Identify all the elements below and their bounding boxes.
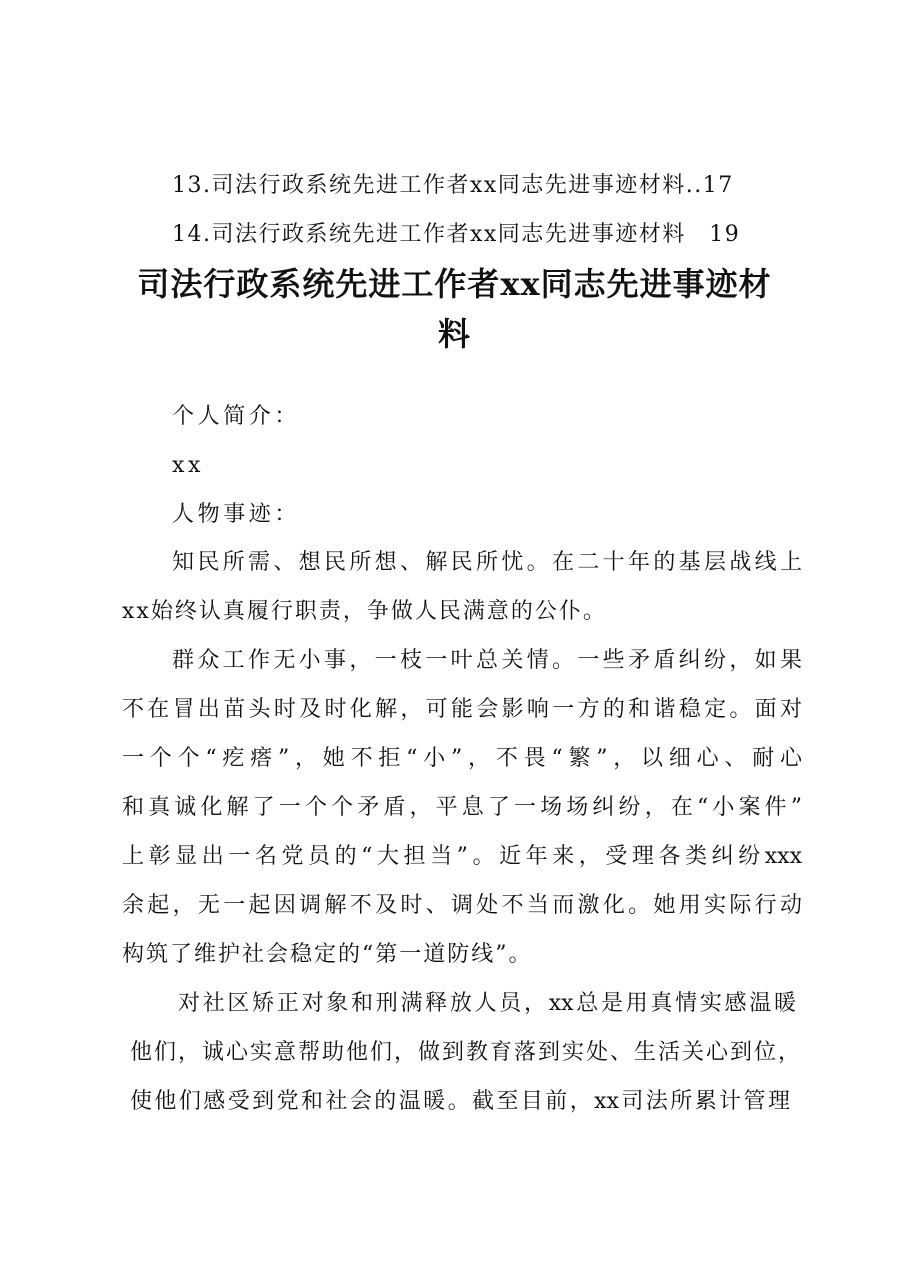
document-title-line-2: 料 bbox=[437, 315, 471, 353]
paragraph-2-line-7: 构筑了维护社会稳定的“第一道防线”。 bbox=[122, 942, 533, 967]
paragraph-2-line-3: 一个个“疙瘩”，她不拒“小”，不畏“繁”，以细心、耐心 bbox=[122, 746, 802, 771]
paragraph-3-line-2: 他们，诚心实意帮助他们，做到教育落到实处、生活关心到位， bbox=[130, 1040, 800, 1065]
paragraph-3-line-3: 使他们感受到党和社会的温暖。截至目前，xx司法所累计管理 bbox=[130, 1089, 790, 1114]
paragraph-3-line-1: 对社区矫正对象和刑满释放人员，xx总是用真情实感温暖 bbox=[178, 991, 796, 1016]
toc-entry-13: 13.司法行政系统先进工作者xx同志先进事迹材料..17 bbox=[172, 173, 734, 198]
document-title-line-1: 司法行政系统先进工作者xx同志先进事迹材 bbox=[137, 265, 772, 303]
paragraph-2-line-5: 上彰显出一名党员的“大担当”。近年来，受理各类纠纷xxx bbox=[122, 844, 802, 869]
profile-label: 个人简介： bbox=[172, 404, 301, 429]
paragraph-2-line-6: 余起，无一起因调解不及时、调处不当而激化。她用实际行动 bbox=[122, 893, 802, 918]
paragraph-1-line-2: xx始终认真履行职责，争做人民满意的公仆。 bbox=[122, 599, 607, 624]
paragraph-1-line-1: 知民所需、想民所想、解民所忧。在二十年的基层战线上 bbox=[172, 550, 802, 575]
paragraph-2-line-1: 群众工作无小事，一枝一叶总关情。一些矛盾纠纷，如果 bbox=[172, 648, 802, 673]
paragraph-2-line-2: 不在冒出苗头时及时化解，可能会影响一方的和谐稳定。面对 bbox=[122, 697, 802, 722]
paragraph-2-line-4: 和真诚化解了一个个矛盾，平息了一场场纠纷，在“小案件” bbox=[122, 795, 802, 820]
deeds-label: 人物事迹： bbox=[172, 502, 301, 527]
toc-entry-14: 14.司法行政系统先进工作者xx同志先进事迹材料 19 bbox=[172, 222, 741, 247]
profile-name: xx bbox=[172, 453, 205, 478]
